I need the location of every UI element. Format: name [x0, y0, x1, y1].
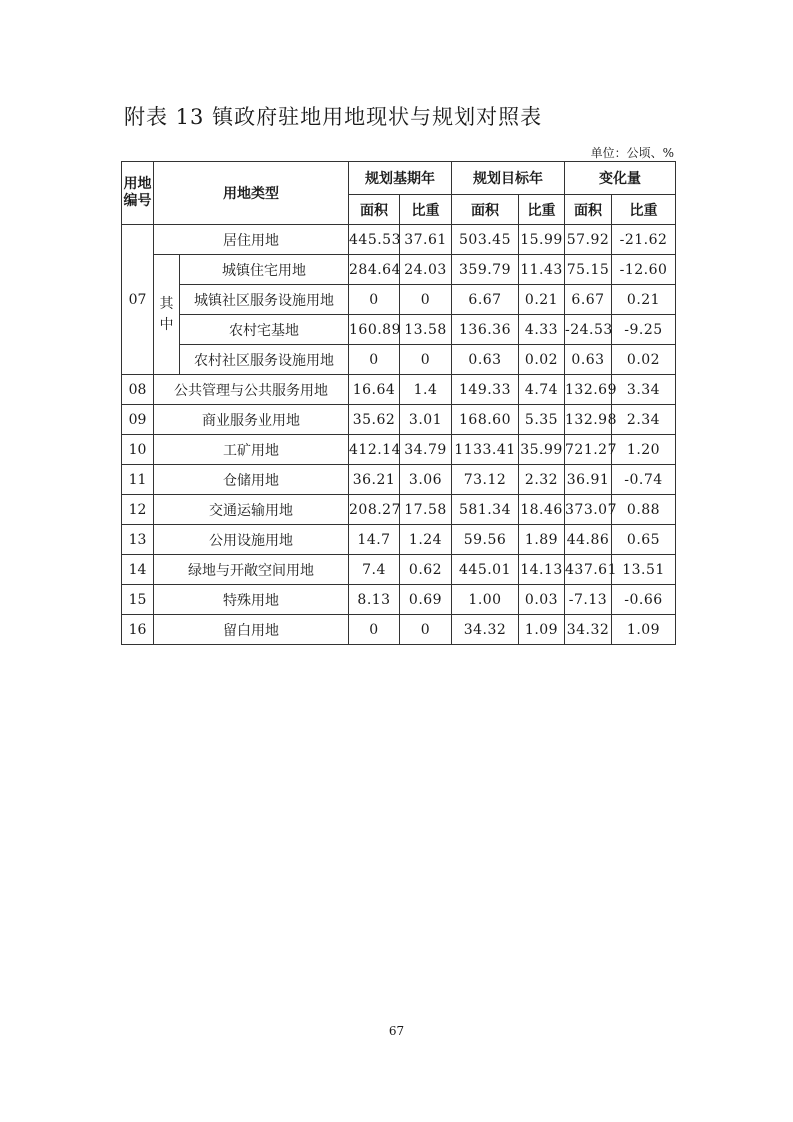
type-cell: 农村宅基地 [180, 315, 349, 345]
value-cell: 0.63 [565, 345, 612, 375]
type-cell: 交通运输用地 [154, 495, 349, 525]
code-cell: 11 [122, 465, 154, 495]
code-cell: 09 [122, 405, 154, 435]
type-cell: 公共管理与公共服务用地 [154, 375, 349, 405]
value-cell: -0.66 [612, 585, 676, 615]
table-row [122, 615, 676, 645]
header-code-line2: 编号 [123, 193, 152, 209]
table-row [122, 345, 676, 375]
value-cell: 11.43 [519, 255, 565, 285]
value-cell: 3.06 [400, 465, 452, 495]
value-cell: 503.45 [452, 225, 519, 255]
header-ratio: 比重 [612, 195, 676, 225]
code-cell: 16 [122, 615, 154, 645]
type-cell: 公用设施用地 [154, 525, 349, 555]
value-cell: 15.99 [519, 225, 565, 255]
table-row [122, 585, 676, 615]
value-cell: 160.89 [349, 315, 400, 345]
value-cell: -7.13 [565, 585, 612, 615]
value-cell: 0 [349, 345, 400, 375]
value-cell: 0.65 [612, 525, 676, 555]
value-cell: 0.21 [612, 285, 676, 315]
value-cell: -12.60 [612, 255, 676, 285]
table-row [122, 555, 676, 585]
value-cell: 2.32 [519, 465, 565, 495]
qizhong-char: 其 [159, 296, 174, 313]
land-use-table [121, 161, 676, 645]
header-area: 面积 [452, 195, 519, 225]
value-cell: 581.34 [452, 495, 519, 525]
value-cell: 373.07 [565, 495, 612, 525]
value-cell: 0 [400, 285, 452, 315]
table-title: 附表 13 镇政府驻地用地现状与规划对照表 [124, 105, 543, 129]
value-cell: 445.01 [452, 555, 519, 585]
header-area: 面积 [565, 195, 612, 225]
header-ratio: 比重 [519, 195, 565, 225]
code-cell: 08 [122, 375, 154, 405]
value-cell: 0.02 [519, 345, 565, 375]
value-cell: 437.61 [565, 555, 612, 585]
header-code-line1: 用地 [123, 175, 152, 192]
table-row [122, 525, 676, 555]
value-cell: 412.14 [349, 435, 400, 465]
value-cell: 35.99 [519, 435, 565, 465]
value-cell: 24.03 [400, 255, 452, 285]
header-change: 变化量 [565, 162, 676, 195]
value-cell: 1133.41 [452, 435, 519, 465]
type-cell: 居住用地 [154, 225, 349, 255]
value-cell: 136.36 [452, 315, 519, 345]
table-row [122, 225, 676, 255]
type-cell: 城镇住宅用地 [180, 255, 349, 285]
value-cell: 0 [400, 615, 452, 645]
type-cell: 仓储用地 [154, 465, 349, 495]
value-cell: 1.20 [612, 435, 676, 465]
type-cell: 绿地与开敞空间用地 [154, 555, 349, 585]
value-cell: 0.21 [519, 285, 565, 315]
value-cell: 3.34 [612, 375, 676, 405]
value-cell: 75.15 [565, 255, 612, 285]
value-cell: 37.61 [400, 225, 452, 255]
value-cell: 16.64 [349, 375, 400, 405]
value-cell: 14.7 [349, 525, 400, 555]
header-code [122, 162, 154, 225]
value-cell: 1.09 [519, 615, 565, 645]
value-cell: 13.58 [400, 315, 452, 345]
header-base-year: 规划基期年 [349, 162, 452, 195]
value-cell: 3.01 [400, 405, 452, 435]
value-cell: 359.79 [452, 255, 519, 285]
table-row [122, 285, 676, 315]
code-cell: 13 [122, 525, 154, 555]
value-cell: 6.67 [565, 285, 612, 315]
qizhong-cell [154, 255, 180, 375]
value-cell: 34.79 [400, 435, 452, 465]
type-cell: 工矿用地 [154, 435, 349, 465]
code-cell: 10 [122, 435, 154, 465]
code-cell: 14 [122, 555, 154, 585]
type-cell: 城镇社区服务设施用地 [180, 285, 349, 315]
value-cell: 5.35 [519, 405, 565, 435]
table-row [122, 255, 676, 285]
table-row [122, 405, 676, 435]
header-row-1 [122, 162, 676, 195]
value-cell: 132.69 [565, 375, 612, 405]
value-cell: -9.25 [612, 315, 676, 345]
value-cell: 6.67 [452, 285, 519, 315]
value-cell: -0.74 [612, 465, 676, 495]
value-cell: 13.51 [612, 555, 676, 585]
type-cell: 农村社区服务设施用地 [180, 345, 349, 375]
table-row [122, 435, 676, 465]
value-cell: 0.69 [400, 585, 452, 615]
value-cell: 36.91 [565, 465, 612, 495]
value-cell: 0.02 [612, 345, 676, 375]
table-row [122, 465, 676, 495]
value-cell: 59.56 [452, 525, 519, 555]
header-area: 面积 [349, 195, 400, 225]
value-cell: 14.13 [519, 555, 565, 585]
header-target-year: 规划目标年 [452, 162, 565, 195]
value-cell: 208.27 [349, 495, 400, 525]
value-cell: 1.24 [400, 525, 452, 555]
value-cell: 445.53 [349, 225, 400, 255]
value-cell: 44.86 [565, 525, 612, 555]
value-cell: 8.13 [349, 585, 400, 615]
value-cell: 0 [349, 285, 400, 315]
value-cell: 4.33 [519, 315, 565, 345]
unit-note: 单位：公顷、% [590, 146, 674, 160]
value-cell: 0.03 [519, 585, 565, 615]
type-cell: 留白用地 [154, 615, 349, 645]
value-cell: 1.00 [452, 585, 519, 615]
value-cell: 35.62 [349, 405, 400, 435]
page-number: 67 [388, 1024, 405, 1038]
value-cell: 0.63 [452, 345, 519, 375]
value-cell: 36.21 [349, 465, 400, 495]
value-cell: 0.62 [400, 555, 452, 585]
value-cell: 132.98 [565, 405, 612, 435]
value-cell: 4.74 [519, 375, 565, 405]
table-row [122, 495, 676, 525]
value-cell: -24.53 [565, 315, 612, 345]
value-cell: 1.89 [519, 525, 565, 555]
value-cell: 7.4 [349, 555, 400, 585]
type-cell: 特殊用地 [154, 585, 349, 615]
value-cell: 1.09 [612, 615, 676, 645]
qizhong-char: 中 [159, 316, 174, 333]
value-cell: 284.64 [349, 255, 400, 285]
value-cell: 168.60 [452, 405, 519, 435]
value-cell: 0 [400, 345, 452, 375]
value-cell: 149.33 [452, 375, 519, 405]
code-cell: 15 [122, 585, 154, 615]
value-cell: 721.27 [565, 435, 612, 465]
value-cell: 0.88 [612, 495, 676, 525]
table-row [122, 315, 676, 345]
value-cell: 18.46 [519, 495, 565, 525]
value-cell: 73.12 [452, 465, 519, 495]
value-cell: 57.92 [565, 225, 612, 255]
table-row [122, 375, 676, 405]
value-cell: 34.32 [565, 615, 612, 645]
value-cell: 17.58 [400, 495, 452, 525]
header-ratio: 比重 [400, 195, 452, 225]
header-type: 用地类型 [154, 162, 349, 225]
value-cell: 34.32 [452, 615, 519, 645]
value-cell: -21.62 [612, 225, 676, 255]
value-cell: 1.4 [400, 375, 452, 405]
code-cell: 12 [122, 495, 154, 525]
type-cell: 商业服务业用地 [154, 405, 349, 435]
value-cell: 2.34 [612, 405, 676, 435]
code-cell: 07 [122, 225, 154, 375]
value-cell: 0 [349, 615, 400, 645]
